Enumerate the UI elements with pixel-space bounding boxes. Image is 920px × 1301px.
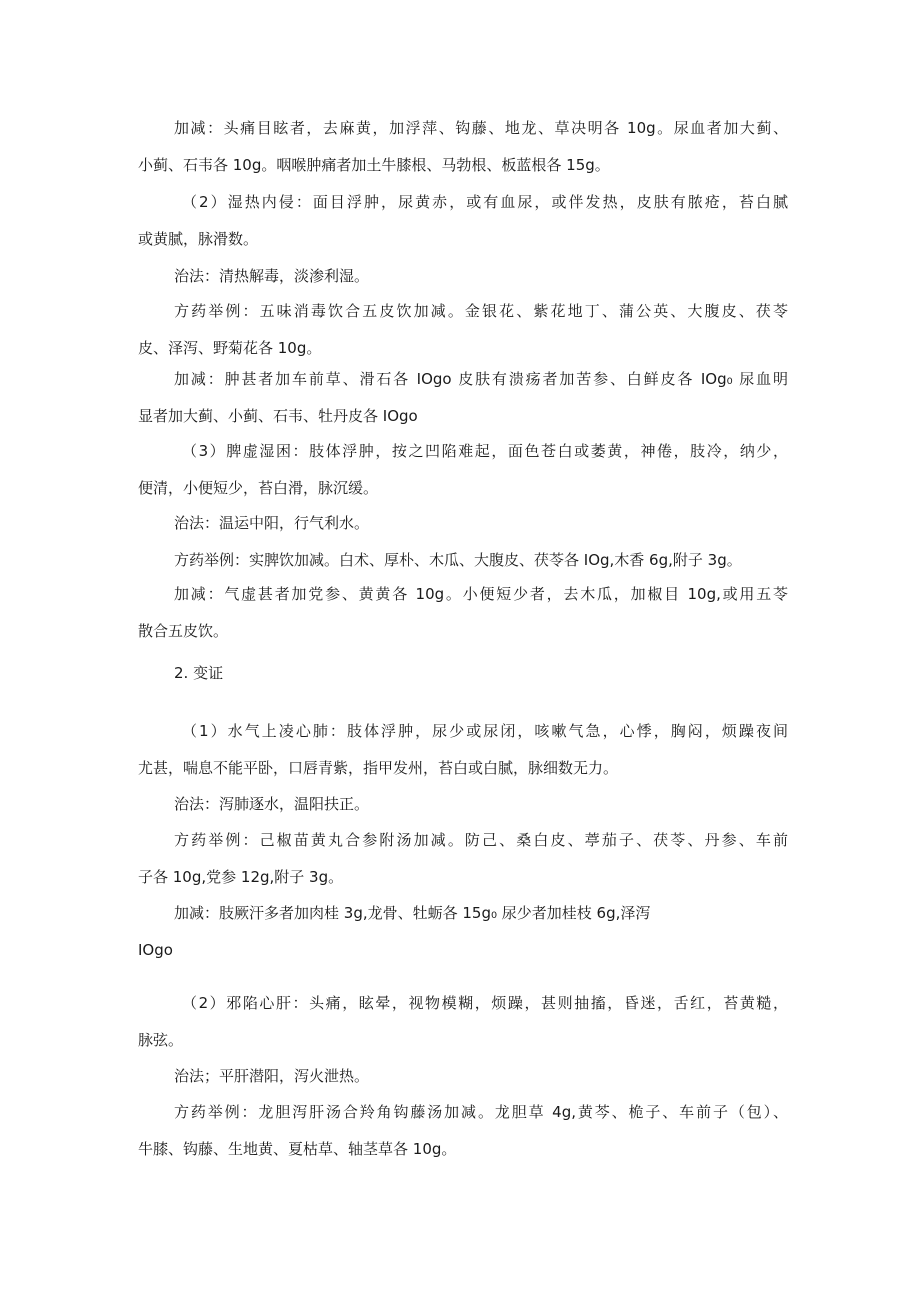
paragraph-treatment-2	[138, 505, 788, 542]
text-line: 治法：清热解毒，淡渗利湿。	[174, 267, 370, 285]
text-line: 显者加大蓟、小蓟、石韦、牡丹皮各 IOgo	[138, 407, 418, 425]
paragraph-treatment-1	[138, 258, 788, 295]
paragraph-modification-1	[138, 110, 788, 184]
text-line: 皮、泽泻、野菊花各 10g。	[138, 339, 322, 357]
paragraph-syndrome-damp-heat	[138, 184, 788, 258]
text-line: （2）湿热内侵：面目浮肿，尿黄赤，或有血尿，或伴发热，皮肤有脓疮，苔白腻	[182, 193, 788, 211]
text-line: （3）脾虚湿困：肢体浮肿，按之凹陷难起，面色苍白或萎黄，神倦，肢冷，纳少，	[182, 442, 788, 460]
text-line: 加减：头痛目眩者，去麻黄，加浮萍、钩藤、地龙、草决明各 10g。尿血者加大蓟、	[174, 119, 788, 137]
text-line: （1）水气上凌心肺：肢体浮肿，尿少或尿闭，咳嗽气急，心悸，胸闷，烦躁夜间	[182, 722, 788, 740]
text-line: 方药举例：龙胆泻肝汤合羚角钩藤汤加减。龙胆草 4g,黄芩、桅子、车前子（包）、	[174, 1103, 788, 1121]
text-line: 牛膝、钩藤、生地黄、夏枯草、轴茎草各 10g。	[138, 1140, 457, 1158]
text-line: 小蓟、石韦各 10g。咽喉肿痛者加土牛膝根、马勃根、板蓝根各 15g。	[138, 156, 610, 174]
text-line: 治法：温运中阳，行气利水。	[174, 514, 370, 532]
text-line: 加减：肢厥汗多者加肉桂 3g,龙骨、牡蛎各 15g₀ 尿少者加桂枝 6g,泽泻	[174, 904, 651, 922]
paragraph-modification-3	[138, 576, 788, 650]
text-line: IOgo	[138, 941, 173, 959]
section-heading: 2. 变证	[174, 664, 224, 682]
text-line: 治法；平肝潜阳，泻火泄热。	[174, 1067, 370, 1085]
text-line: 方药举例：己椒苗黄丸合参附汤加减。防己、桑白皮、葶茄子、茯苓、丹参、车前	[174, 831, 788, 849]
paragraph-syndrome-water-qi	[138, 713, 788, 787]
paragraph-prescription-3	[138, 822, 788, 896]
paragraph-treatment-4	[138, 1058, 788, 1095]
paragraph-modification-2	[138, 361, 788, 435]
text-line: 子各 10g,党参 12g,附子 3g。	[138, 868, 344, 886]
section-heading-complications	[138, 655, 788, 692]
paragraph-prescription-1	[138, 293, 788, 367]
text-line: 散合五皮饮。	[138, 622, 229, 640]
paragraph-syndrome-spleen-deficiency	[138, 433, 788, 507]
text-line: （2）邪陷心肝：头痛，眩晕，视物模糊，烦躁，甚则抽搐，昏迷，舌红，苔黄糙，	[182, 994, 788, 1012]
text-line: 方药举例：实脾饮加减。白术、厚朴、木瓜、大腹皮、茯苓各 IOg,木香 6g,附子 3g。	[174, 551, 742, 569]
text-line: 或黄腻，脉滑数。	[138, 230, 259, 248]
paragraph-prescription-2	[138, 542, 788, 579]
text-line: 加减：气虚甚者加党参、黄黄各 10g。小便短少者，去木瓜，加椒目 10g,或用五苓	[174, 585, 788, 603]
text-line: 尤甚，喘息不能平卧，口唇青紫，指甲发州，苔白或白腻，脉细数无力。	[138, 759, 619, 777]
paragraph-treatment-3	[138, 786, 788, 823]
text-line: 加减：肿甚者加车前草、滑石各 IOgo 皮肤有溃疡者加苦参、白鲜皮各 IOg₀ 尿血明	[174, 370, 788, 388]
paragraph-syndrome-pathogen-heart-liver	[138, 985, 788, 1059]
text-line: 脉弦。	[138, 1031, 184, 1049]
text-line: 治法：泻肺逐水，温阳扶正。	[174, 795, 370, 813]
paragraph-prescription-4	[138, 1094, 788, 1168]
text-line: 方药举例：五味消毒饮合五皮饮加减。金银花、紫花地丁、蒲公英、大腹皮、茯苓	[174, 302, 788, 320]
paragraph-modification-4	[138, 895, 788, 969]
text-line: 便清，小便短少，苔白滑，脉沉缓。	[138, 479, 379, 497]
